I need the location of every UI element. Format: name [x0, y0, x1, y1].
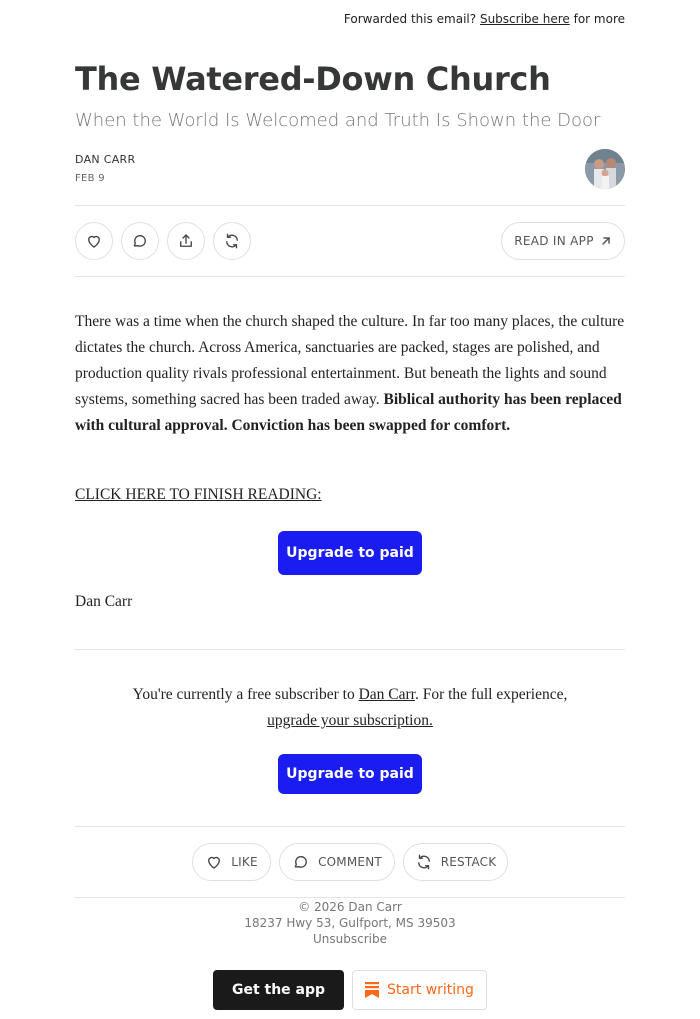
get-the-app-button[interactable]: Get the app [213, 970, 344, 1010]
start-writing-label: Start writing [387, 982, 474, 998]
copyright: © 2026 Dan Carr [298, 900, 402, 914]
divider [75, 826, 625, 827]
substack-logo-icon [365, 982, 379, 998]
restack-icon [223, 232, 241, 250]
read-in-app-button[interactable] [501, 222, 625, 260]
read-in-app-label: READ IN APP [514, 234, 594, 248]
comment-pill-button[interactable] [279, 843, 395, 881]
restack-icon [415, 853, 433, 871]
post-subtitle: When the World Is Welcomed and Truth Is Shown the Door [75, 110, 601, 131]
divider [75, 897, 625, 898]
address: 18237 Hwy 53, Gulfport, MS 39503 [244, 916, 456, 930]
body-paragraph: There was a time when the church shaped the culture. In far too many places, the culture dictates the church. Across America, sanctuaries are packed, stages are polished, and production quality rivals professional entertainment. But beneath the lights and sound systems, something sacred has been traded away. [75, 313, 625, 408]
comment-label: COMMENT [318, 855, 382, 869]
share-button[interactable] [167, 222, 205, 260]
subscription-prefix: You're currently a free subscriber to [132, 686, 355, 703]
upgrade-subscription-link[interactable]: upgrade your subscription. [267, 712, 433, 729]
comment-icon [292, 853, 310, 871]
like-button[interactable] [75, 222, 113, 260]
upgrade-button[interactable]: Upgrade to paid [278, 531, 422, 575]
forward-suffix: for more [573, 12, 625, 26]
publication-link[interactable]: Dan Carr [358, 686, 415, 703]
post-title[interactable]: The Watered-Down Church [75, 60, 551, 98]
share-icon [177, 232, 195, 250]
post-body [75, 309, 627, 439]
divider [75, 649, 625, 650]
subscription-note [75, 682, 625, 734]
like-label: LIKE [231, 855, 258, 869]
signoff: Dan Carr [75, 593, 133, 610]
comment-button[interactable] [121, 222, 159, 260]
finish-reading-link[interactable]: CLICK HERE TO FINISH READING: [75, 486, 322, 503]
restack-button[interactable] [213, 222, 251, 260]
upgrade-button-secondary[interactable]: Upgrade to paid [278, 754, 422, 794]
restack-pill-button[interactable] [403, 843, 508, 881]
divider [75, 205, 625, 206]
heart-icon [85, 232, 103, 250]
unsubscribe-link[interactable]: Unsubscribe [313, 932, 387, 946]
comment-icon [131, 232, 149, 250]
subscribe-link[interactable]: Subscribe here [479, 12, 570, 26]
author-name[interactable]: DAN CARR [75, 153, 136, 166]
arrow-up-right-icon [600, 235, 612, 247]
author-avatar[interactable] [585, 149, 625, 189]
body-bold-text: Biblical authority has been replaced with cultural approval. Conviction has been swapped for comfort. [75, 391, 622, 434]
start-writing-button[interactable] [352, 970, 487, 1010]
subscription-middle: . For the full experience, [414, 686, 568, 703]
like-pill-button[interactable] [192, 843, 271, 881]
forward-prefix: Forwarded this email? [343, 12, 477, 26]
forward-note [344, 12, 625, 26]
divider [75, 276, 625, 277]
post-date: FEB 9 [75, 173, 105, 184]
heart-icon [205, 853, 223, 871]
restack-label: RESTACK [440, 855, 497, 869]
